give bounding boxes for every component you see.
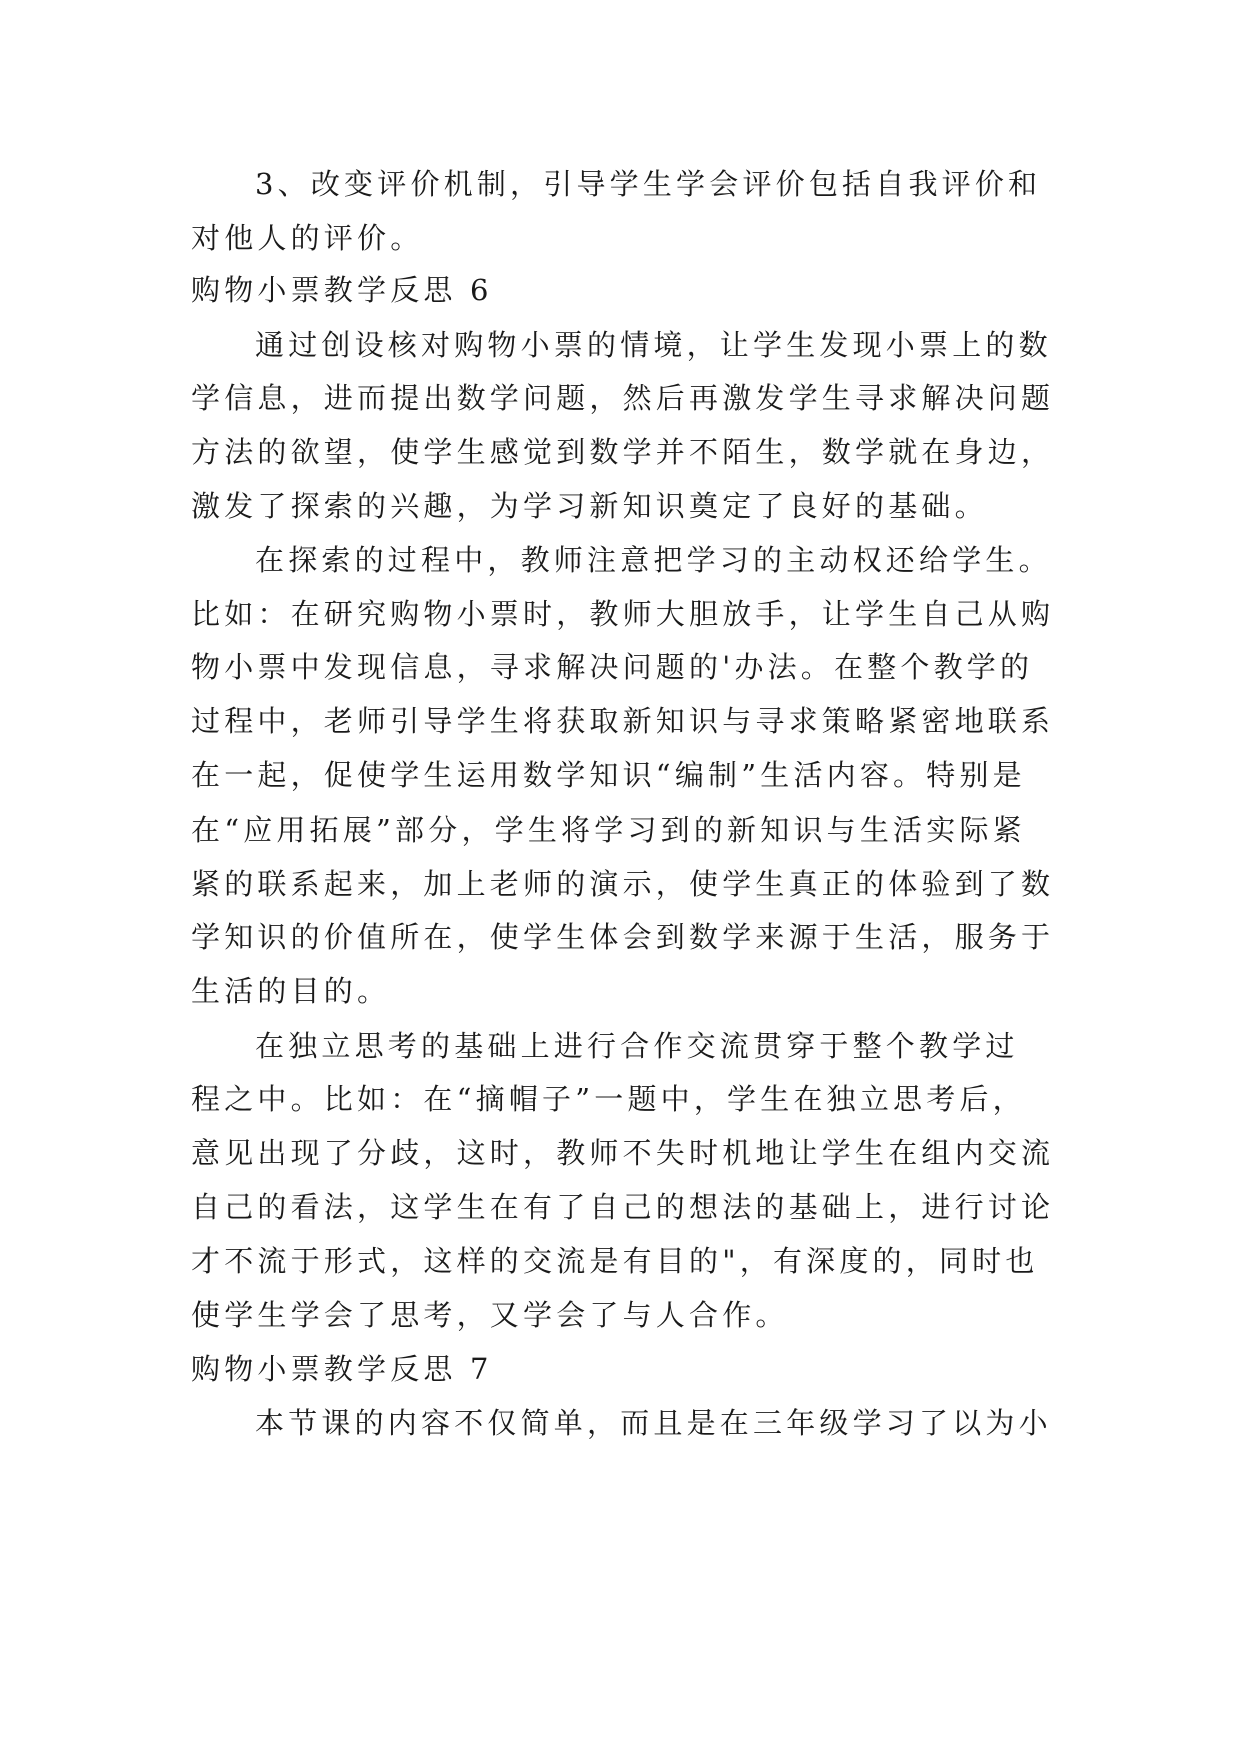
paragraph-line: 学知识的价值所在，使学生体会到数学来源于生活，服务于 [191, 920, 1055, 954]
paragraph-line: 使学生学会了思考，又学会了与人合作。 [191, 1298, 789, 1332]
paragraph-line: 本节课的内容不仅简单，而且是在三年级学习了以为小 [255, 1406, 1052, 1440]
paragraph-line: 3、改变评价机制，引导学生学会评价包括自我评价和 [255, 167, 1042, 201]
paragraph-line: 意见出现了分歧，这时，教师不失时机地让学生在组内交流 [191, 1136, 1055, 1170]
paragraph-line: 程之中。比如：在“摘帽子”一题中，学生在独立思考后， [191, 1082, 1026, 1116]
paragraph-line: 激发了探索的兴趣，为学习新知识奠定了良好的基础。 [191, 489, 988, 523]
paragraph-line: 通过创设核对购物小票的情境，让学生发现小票上的数 [255, 328, 1052, 362]
paragraph-line: 在“应用拓展”部分，学生将学习到的新知识与生活实际紧 [191, 813, 1026, 847]
paragraph-line: 比如：在研究购物小票时，教师大胆放手，让学生自己从购 [191, 597, 1055, 631]
section-heading: 购物小票教学反思 7 [191, 1352, 493, 1386]
paragraph-line: 生活的目的。 [191, 974, 391, 1008]
paragraph-line: 在一起，促使学生运用数学知识“编制”生活内容。特别是 [191, 758, 1026, 792]
paragraph-line: 学信息，进而提出数学问题，然后再激发学生寻求解决问题 [191, 381, 1055, 415]
paragraph-line: 在独立思考的基础上进行合作交流贯穿于整个教学过 [255, 1029, 1019, 1063]
section-heading: 购物小票教学反思 6 [191, 273, 493, 307]
paragraph-line: 过程中，老师引导学生将获取新知识与寻求策略紧密地联系 [191, 704, 1055, 738]
paragraph-line: 对他人的评价。 [191, 221, 424, 255]
paragraph-line: 才不流于形式，这样的交流是有目的"，有深度的，同时也 [191, 1244, 1039, 1278]
paragraph-line: 方法的欲望，使学生感觉到数学并不陌生，数学就在身边， [191, 435, 1055, 469]
paragraph-line: 紧的联系起来，加上老师的演示，使学生真正的体验到了数 [191, 867, 1055, 901]
paragraph-line: 物小票中发现信息，寻求解决问题的'办法。在整个教学的 [191, 650, 1034, 684]
paragraph-line: 在探索的过程中，教师注意把学习的主动权还给学生。 [255, 543, 1052, 577]
paragraph-line: 自己的看法，这学生在有了自己的想法的基础上，进行讨论 [191, 1190, 1055, 1224]
